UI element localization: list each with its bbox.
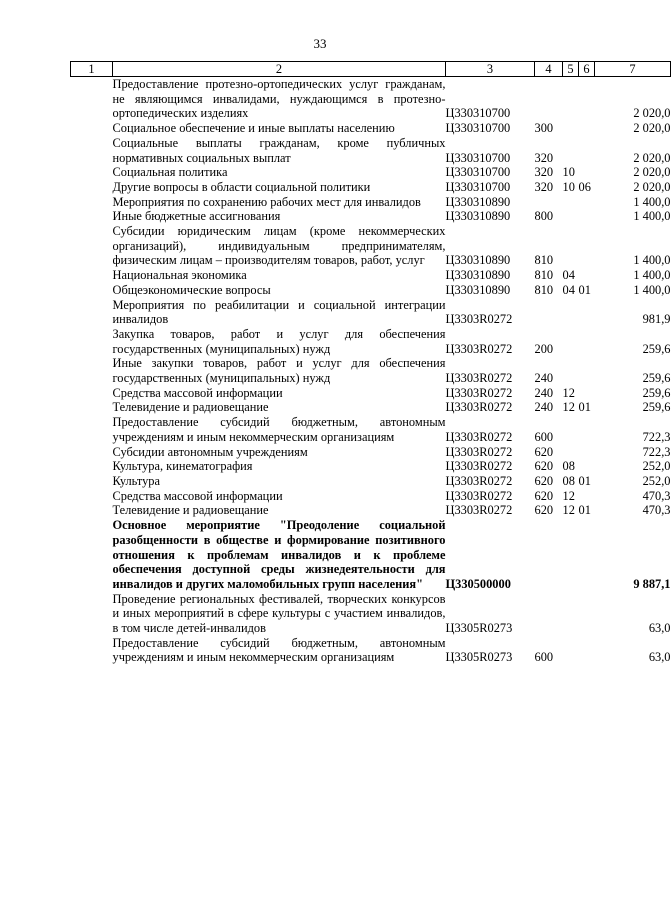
blank-cell (71, 224, 113, 268)
item-name: Телевидение и радиовещание (112, 503, 269, 518)
blank-cell (71, 592, 113, 636)
target-code: Ц330310700 (445, 165, 511, 180)
amount: 722,3 (642, 444, 671, 459)
item-name: Проведение региональных фестивалей, творческих конкурсов и иных мероприятий в сфере культуры с участием инвалидов, в том числе детей-инвалидов (112, 591, 446, 636)
item-name: Телевидение и радиовещание (112, 400, 269, 415)
subsection-code: 01 (578, 282, 591, 297)
blank-cell (71, 268, 113, 283)
blank-cell (71, 209, 113, 224)
subsection-code (579, 386, 595, 401)
blank-cell (71, 195, 113, 210)
item-name: Социальная политика (112, 165, 228, 180)
target-code: Ц330310890 (445, 209, 511, 224)
amount: 1 400,0 (633, 194, 671, 209)
amount: 1 400,0 (633, 209, 671, 224)
blank-cell (71, 327, 113, 356)
blank-cell (71, 518, 113, 592)
section-code: 10 (562, 179, 575, 194)
expense-type: 620 (534, 503, 554, 518)
amount: 259,6 (642, 341, 671, 356)
item-name: Предоставление протезно-ортопедических услуг гражданам, не являющимся инвалидами, нуждающимся в протезно-ортопедических изделиях (112, 77, 446, 121)
target-code: Ц3303R0272 (445, 488, 513, 503)
blank-cell (71, 298, 113, 327)
table-row (71, 165, 671, 180)
blank-cell (71, 400, 113, 415)
item-name: Иные бюджетные ассигнования (112, 209, 281, 224)
target-code: Ц3303R0272 (445, 459, 513, 474)
budget-table (70, 61, 671, 665)
section-code: 12 (562, 488, 575, 503)
table-row (71, 518, 671, 592)
expense-type: 620 (534, 444, 554, 459)
blank-cell (71, 356, 113, 385)
target-code: Ц3303R0272 (445, 341, 513, 356)
table-row (71, 327, 671, 356)
expense-type (535, 518, 563, 592)
blank-cell (71, 415, 113, 444)
section-code (563, 415, 579, 444)
amount: 259,6 (642, 371, 671, 386)
expense-type: 320 (534, 165, 554, 180)
section-code (563, 636, 579, 665)
subsection-code: 01 (578, 503, 591, 518)
amount: 259,6 (642, 385, 671, 400)
section-code: 10 (562, 165, 575, 180)
expense-type: 320 (534, 179, 554, 194)
item-name: Предоставление субсидий бюджетным, автономным учреждениям и иным некоммерческим организациям (112, 635, 446, 665)
item-name: Субсидии автономным учреждениям (112, 444, 308, 459)
table-row (71, 636, 671, 665)
table-row (71, 121, 671, 136)
section-code: 12 (562, 400, 575, 415)
expense-type: 200 (534, 341, 554, 356)
expense-type: 810 (534, 282, 554, 297)
target-code: Ц3303R0272 (445, 400, 513, 415)
expense-type: 240 (534, 385, 554, 400)
subsection-code: 01 (578, 473, 591, 488)
amount: 2 020,0 (633, 150, 671, 165)
table-row (71, 459, 671, 474)
blank-cell (71, 489, 113, 504)
item-name: Субсидии юридическим лицам (кроме некоммерческих организаций), индивидуальным предпринимателям, физическим лицам – производителям товаров, работ, услуг (112, 224, 446, 268)
amount: 259,6 (642, 400, 671, 415)
blank-cell (71, 459, 113, 474)
table-row (71, 386, 671, 401)
subsection-code (579, 165, 595, 180)
amount: 63,0 (648, 650, 671, 665)
subsection-code (579, 209, 595, 224)
target-code: Ц330310890 (445, 194, 511, 209)
expense-type (535, 298, 563, 327)
table-row (71, 77, 671, 122)
section-code: 12 (562, 503, 575, 518)
amount: 722,3 (642, 429, 671, 444)
subsection-code (579, 592, 595, 636)
target-code: Ц3303R0272 (445, 444, 513, 459)
section-code (563, 356, 579, 385)
section-code: 04 (562, 268, 575, 283)
section-code (563, 298, 579, 327)
item-name: Культура, кинематография (112, 459, 253, 474)
amount: 2 020,0 (633, 121, 671, 136)
section-code (563, 77, 579, 122)
subsection-code (579, 136, 595, 165)
blank-cell (71, 121, 113, 136)
table-row (71, 489, 671, 504)
amount: 252,0 (642, 459, 671, 474)
table-body (71, 77, 671, 666)
subsection-code (579, 356, 595, 385)
expense-type (535, 195, 563, 210)
table-row (71, 283, 671, 298)
subsection-code (579, 121, 595, 136)
target-code: Ц330310890 (445, 253, 511, 268)
section-code: 08 (562, 459, 575, 474)
section-code (563, 445, 579, 460)
expense-type: 320 (534, 150, 554, 165)
subsection-code (579, 224, 595, 268)
expense-type: 600 (534, 429, 554, 444)
subsection-code (579, 636, 595, 665)
section-code (563, 327, 579, 356)
expense-type: 810 (534, 253, 554, 268)
subsection-code (579, 77, 595, 122)
amount: 63,0 (648, 621, 671, 636)
blank-cell (71, 503, 113, 518)
blank-cell (71, 136, 113, 165)
blank-cell (71, 165, 113, 180)
target-code: Ц3303R0272 (445, 503, 513, 518)
expense-type: 620 (534, 459, 554, 474)
blank-cell (71, 180, 113, 195)
table-header (71, 62, 671, 77)
item-name: Средства массовой информации (112, 385, 283, 400)
table-row (71, 503, 671, 518)
table-row (71, 445, 671, 460)
table-row (71, 224, 671, 268)
amount: 2 020,0 (633, 179, 671, 194)
header-row (71, 62, 671, 77)
section-code: 08 (562, 473, 575, 488)
header-col-6: 6 (579, 62, 595, 77)
expense-type: 810 (534, 268, 554, 283)
expense-type: 620 (534, 473, 554, 488)
amount: 981,9 (642, 312, 671, 327)
item-name: Иные закупки товаров, работ и услуг для обеспечения государственных (муниципальных) нужд (112, 356, 446, 386)
section-code (563, 195, 579, 210)
amount: 1 400,0 (633, 268, 671, 283)
table-row (71, 195, 671, 210)
section-code (563, 224, 579, 268)
header-col-1: 1 (71, 62, 113, 77)
item-name: Другие вопросы в области социальной политики (112, 179, 371, 194)
blank-cell (71, 474, 113, 489)
subsection-code (579, 518, 595, 592)
subsection-code (579, 195, 595, 210)
blank-cell (71, 77, 113, 122)
target-code: Ц3303R0272 (445, 385, 513, 400)
target-code: Ц3303R0272 (445, 312, 513, 327)
target-code: Ц330500000 (445, 576, 511, 591)
amount: 9 887,1 (633, 576, 671, 591)
expense-type: 800 (534, 209, 554, 224)
target-code: Ц330310700 (445, 106, 511, 121)
expense-type (535, 77, 563, 122)
expense-type: 240 (534, 371, 554, 386)
subsection-code: 06 (578, 179, 591, 194)
item-name: Культура (112, 473, 160, 488)
expense-type (535, 592, 563, 636)
item-name: Общеэкономические вопросы (112, 282, 271, 297)
table-row (71, 474, 671, 489)
target-code: Ц330310890 (445, 282, 511, 297)
item-name: Предоставление субсидий бюджетным, автономным учреждениям и иным некоммерческим организациям (112, 415, 446, 444)
item-name: Мероприятия по сохранению рабочих мест для инвалидов (112, 194, 421, 209)
subsection-code (579, 327, 595, 356)
header-col-5: 5 (563, 62, 579, 77)
target-code: Ц3303R0272 (445, 473, 513, 488)
target-code: Ц3305R0273 (445, 650, 513, 665)
subsection-code (579, 445, 595, 460)
target-code: Ц330310700 (445, 150, 511, 165)
target-code: Ц330310890 (445, 268, 511, 283)
amount: 2 020,0 (633, 106, 671, 121)
amount: 1 400,0 (633, 253, 671, 268)
subsection-code: 01 (578, 400, 591, 415)
target-code: Ц3305R0273 (445, 621, 513, 636)
item-name: Социальные выплаты гражданам, кроме публичных нормативных социальных выплат (112, 135, 446, 165)
amount: 470,3 (642, 488, 671, 503)
table-row (71, 356, 671, 385)
header-col-4: 4 (535, 62, 563, 77)
blank-cell (71, 283, 113, 298)
target-code: Ц330310700 (445, 121, 511, 136)
item-name: Социальное обеспечение и иные выплаты населению (112, 121, 395, 136)
table-row (71, 180, 671, 195)
subsection-code (579, 298, 595, 327)
section-code (563, 209, 579, 224)
page-number: 33 (313, 36, 327, 51)
amount: 470,3 (642, 503, 671, 518)
item-name: Мероприятия по реабилитации и социальной интеграции инвалидов (112, 297, 446, 327)
section-code (563, 518, 579, 592)
table-row (71, 298, 671, 327)
amount: 1 400,0 (633, 282, 671, 297)
blank-cell (71, 445, 113, 460)
item-name: Закупка товаров, работ и услуг для обеспечения государственных (муниципальных) нужд (112, 326, 446, 356)
table-row (71, 268, 671, 283)
table-row (71, 415, 671, 444)
table-row (71, 209, 671, 224)
expense-type: 300 (534, 121, 554, 136)
item-name: Основное мероприятие "Преодоление социальной разобщенности в обществе и формирование позитивного отношения к проблемам инвалидов и к проблеме обеспечения доступной среды жизнедеятельности для инвалидов и других маломобильных групп населения" (112, 518, 446, 591)
expense-type: 240 (534, 400, 554, 415)
subsection-code (579, 489, 595, 504)
section-code: 12 (562, 385, 575, 400)
table-row (71, 592, 671, 636)
section-code (563, 121, 579, 136)
section-code (563, 592, 579, 636)
header-col-2: 2 (113, 62, 446, 77)
header-col-7: 7 (595, 62, 671, 77)
table-row (71, 400, 671, 415)
section-code (563, 136, 579, 165)
subsection-code (579, 415, 595, 444)
amount: 252,0 (642, 473, 671, 488)
expense-type: 620 (534, 488, 554, 503)
blank-cell (71, 636, 113, 665)
expense-type: 600 (534, 650, 554, 665)
blank-cell (71, 386, 113, 401)
subsection-code (579, 459, 595, 474)
target-code: Ц3303R0272 (445, 429, 513, 444)
subsection-code (579, 268, 595, 283)
table-row (71, 136, 671, 165)
item-name: Национальная экономика (112, 268, 247, 283)
target-code: Ц330310700 (445, 179, 511, 194)
target-code: Ц3303R0272 (445, 371, 513, 386)
item-name: Средства массовой информации (112, 488, 283, 503)
section-code: 04 (562, 282, 575, 297)
header-col-3: 3 (446, 62, 535, 77)
amount: 2 020,0 (633, 165, 671, 180)
